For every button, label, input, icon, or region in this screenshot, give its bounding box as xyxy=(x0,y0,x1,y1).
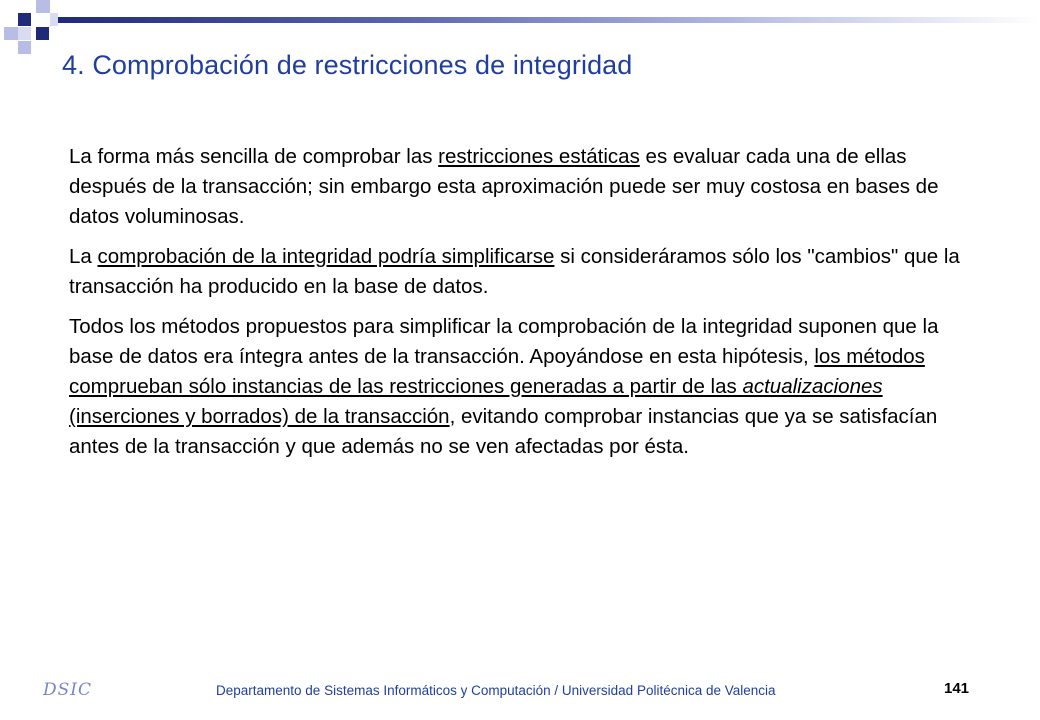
paragraph-1 xyxy=(69,142,969,232)
corner-square-5 xyxy=(18,27,31,40)
corner-square-1 xyxy=(18,13,31,26)
corner-square-6 xyxy=(18,41,31,54)
p3-underlined-italic: actualizaciones xyxy=(742,375,883,398)
p2-underlined: comprobación de la integridad podría simplificarse xyxy=(97,245,555,268)
corner-square-4 xyxy=(36,27,49,40)
p3-underlined-2: (inserciones y borrados) de la transacción xyxy=(69,405,450,428)
slide-body xyxy=(69,142,969,472)
dsic-logo: DSIC xyxy=(43,680,92,700)
p1-text-c: es evaluar cada una de ellas después de la transacción; sin embargo esta aproximación puede ser muy costosa en bases de datos voluminosas. xyxy=(69,145,939,228)
p3-text-e: , evitando comprobar instancias que ya se satisfacían antes de la transacción y que además no se ven afectadas por ésta. xyxy=(69,405,938,458)
title-rule xyxy=(58,17,1040,23)
corner-square-7 xyxy=(50,13,58,26)
corner-square-2 xyxy=(36,0,50,13)
paragraph-2 xyxy=(69,242,969,302)
paragraph-3 xyxy=(69,312,969,462)
corner-square-3 xyxy=(4,27,18,40)
p1-underlined: restricciones estáticas xyxy=(438,145,640,168)
p1-text-a: La forma más sencilla de comprobar las xyxy=(69,145,439,168)
p2-text-a: La xyxy=(69,245,98,268)
p3-text-a: Todos los métodos propuestos para simplificar la comprobación de la integridad suponen que la base de datos era íntegra antes de la transacción. Apoyándose en esta hipótesis, xyxy=(69,315,939,368)
p2-text-c: si consideráramos sólo los "cambios" que la transacción ha producido en la base de datos. xyxy=(69,245,960,298)
page-number: 141 xyxy=(944,680,970,697)
footer-department: Departamento de Sistemas Informáticos y Computación / Universidad Politécnica de Valencia xyxy=(216,683,776,698)
slide-title: 4. Comprobación de restricciones de integridad xyxy=(62,50,633,80)
p3-underlined-1: los métodos comprueban sólo instancias de las restricciones generadas a partir de las xyxy=(69,345,925,398)
